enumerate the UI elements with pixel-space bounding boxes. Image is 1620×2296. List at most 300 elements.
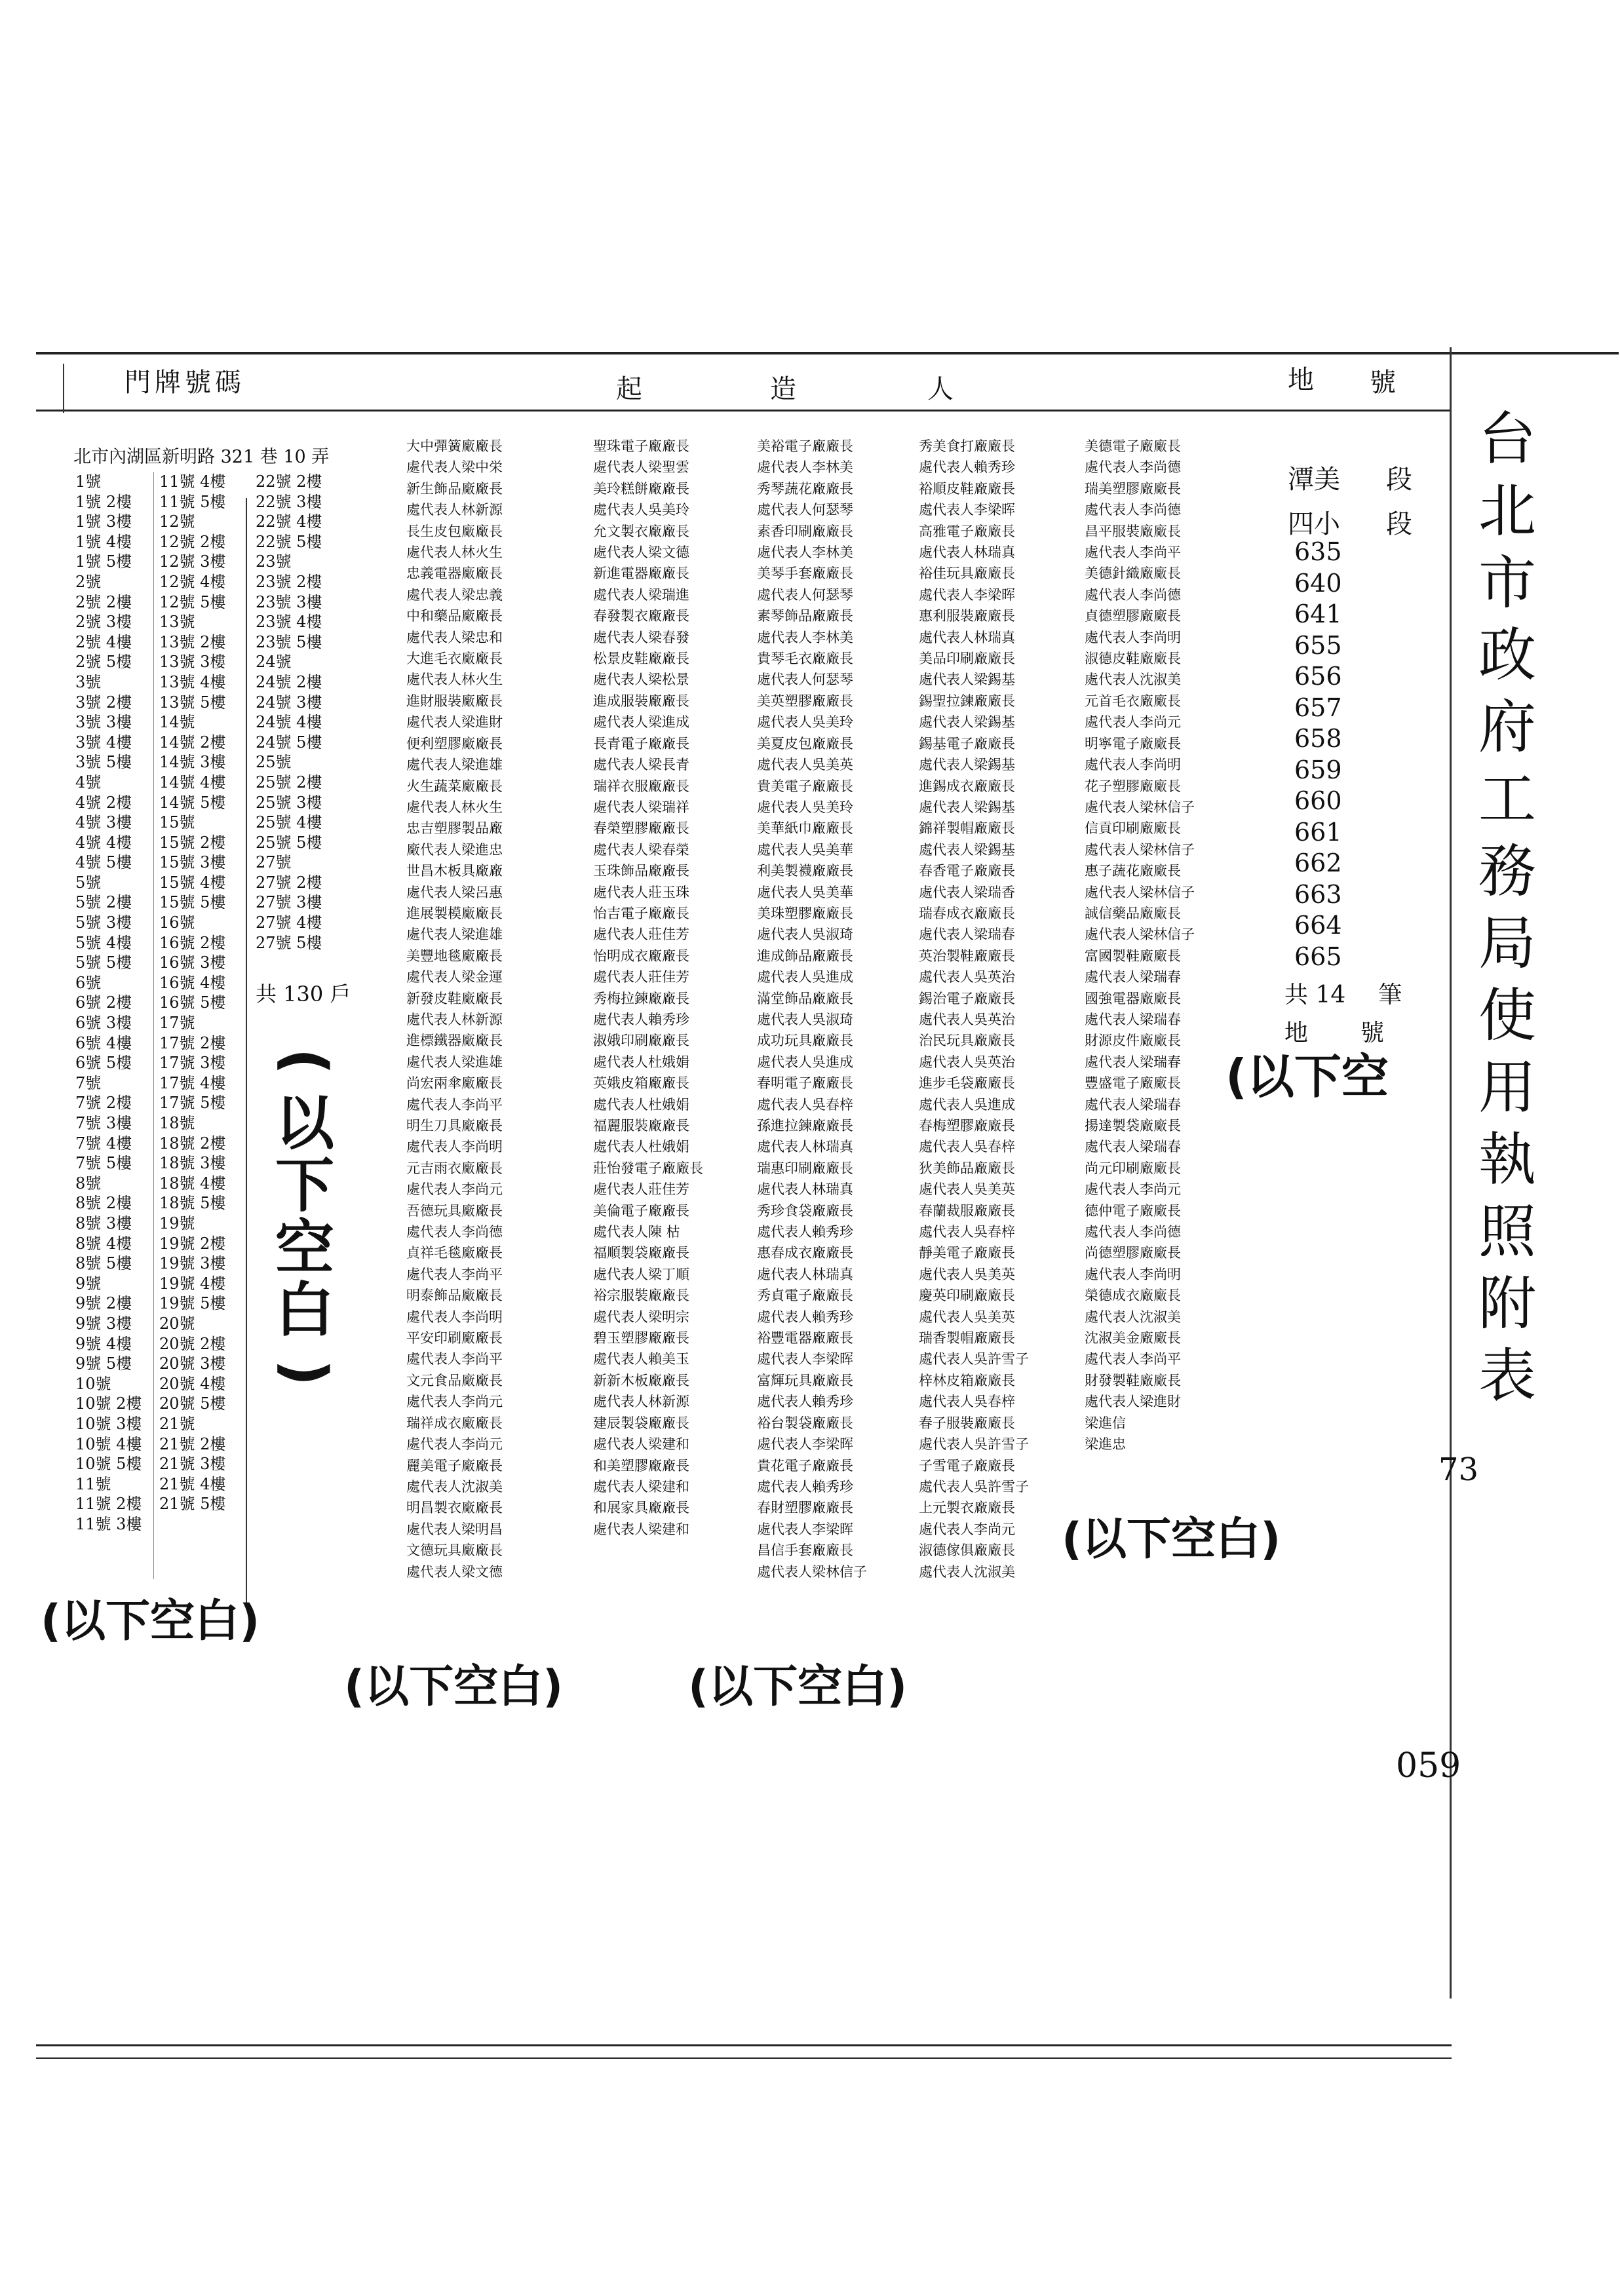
side-title-char: 附 xyxy=(1478,1270,1536,1337)
address-entry: 15號 3樓 xyxy=(159,853,226,872)
address-entry: 18號 xyxy=(159,1114,195,1132)
builder-entry: 處代表人李尚德 xyxy=(1085,459,1181,476)
builder-entry: 明生刀具廠廠長 xyxy=(406,1118,503,1134)
builder-entry: 處代表人梁瑞進 xyxy=(593,586,689,603)
builder-entry: 處代表人李林美 xyxy=(757,545,853,561)
builder-entry: 處代表人梁錫基 xyxy=(919,799,1015,815)
builder-entry: 誠信藥品廠廠長 xyxy=(1085,905,1181,921)
builder-entry: 處代表人梁錫基 xyxy=(919,672,1015,688)
handwritten-vertical-char: 白 xyxy=(275,1276,334,1345)
address-entry: 11號 xyxy=(75,1474,111,1493)
address-entry: 11號 2樓 xyxy=(75,1495,142,1514)
address-entry: 18號 5樓 xyxy=(159,1194,226,1213)
builder-entry: 富輝玩具廠廠長 xyxy=(757,1372,853,1388)
side-title-char: 台 xyxy=(1478,405,1536,472)
builder-entry: 美倫電子廠廠長 xyxy=(593,1202,689,1219)
builder-entry: 處代表人李尚德 xyxy=(1085,586,1181,603)
builder-entry: 世昌木板具廠廠 xyxy=(406,863,503,879)
side-title-char: 局 xyxy=(1478,909,1536,977)
address-entry: 10號 3樓 xyxy=(75,1414,142,1433)
builder-entry: 貞德塑膠廠廠長 xyxy=(1085,608,1181,624)
side-note-number: 73 xyxy=(1438,1451,1479,1488)
builder-entry: 處代表人梁金運 xyxy=(406,969,503,985)
address-entry: 15號 4樓 xyxy=(159,873,226,892)
builder-entry: 莊怡發電子廠廠長 xyxy=(593,1160,703,1176)
builder-entry: 大進毛衣廠廠長 xyxy=(406,651,503,667)
builder-entry: 松景皮鞋廠廠長 xyxy=(593,651,689,667)
address-entry: 24號 3樓 xyxy=(256,693,322,712)
builder-entry: 玉珠飾品廠廠長 xyxy=(593,863,689,879)
address-entry: 22號 5樓 xyxy=(256,532,322,551)
builder-entry: 處代表人吳進成 xyxy=(757,1054,853,1070)
builder-entry: 秀貞電子廠廠長 xyxy=(757,1288,853,1304)
address-entry: 24號 5樓 xyxy=(256,733,322,752)
builder-entry: 處代表人梁錫基 xyxy=(919,841,1015,858)
builder-entry: 處代表人何瑟琴 xyxy=(757,502,853,518)
builder-entry: 處代表人賴秀珍 xyxy=(593,1011,689,1027)
address-entry: 27號 2樓 xyxy=(256,873,322,892)
land-total-unit: 筆 xyxy=(1378,982,1402,1008)
builder-entry: 處代表人吳春梓 xyxy=(919,1139,1015,1155)
builder-entry: 處代表人梁瑞春 xyxy=(1085,1139,1181,1155)
address-entry: 21號 xyxy=(159,1414,195,1433)
address-entry: 12號 3樓 xyxy=(159,552,226,571)
address-entry: 19號 3樓 xyxy=(159,1254,226,1273)
lot-number: 662 xyxy=(1294,849,1342,877)
address-entry: 27號 3樓 xyxy=(256,893,322,912)
builder-entry: 處代表人梁建和 xyxy=(593,1436,689,1453)
handwritten-blank-builder-1: (以下空白) xyxy=(344,1661,564,1713)
address-entry: 6號 xyxy=(75,973,102,992)
builder-entry: 處代表人賴秀珍 xyxy=(757,1224,853,1240)
builder-entry: 處代表人杜娥娟 xyxy=(593,1096,689,1113)
builder-entry: 進步毛袋廠廠長 xyxy=(919,1075,1015,1092)
builder-entry: 處代表人梁瑞春 xyxy=(1085,1096,1181,1113)
builder-entry: 秀珍食袋廠廠長 xyxy=(757,1202,853,1219)
builder-entry: 處代表人莊玉珠 xyxy=(593,884,689,900)
address-entry: 2號 xyxy=(75,572,102,591)
builder-entry: 瑞春成衣廠廠長 xyxy=(919,905,1015,921)
address-entry: 23號 5樓 xyxy=(256,632,322,651)
builder-entry: 惠春成衣廠廠長 xyxy=(757,1245,853,1261)
address-entry: 23號 xyxy=(256,552,292,571)
address-title: 北市內湖區新明路 321 巷 10 弄 xyxy=(73,447,330,467)
builder-entry: 英治製鞋廠廠長 xyxy=(919,947,1015,964)
address-entry: 2號 2樓 xyxy=(75,592,132,611)
builder-entry: 揚達製袋廠廠長 xyxy=(1085,1118,1181,1134)
lot-number: 659 xyxy=(1294,755,1342,784)
address-entry: 4號 3樓 xyxy=(75,813,132,832)
builder-entry: 昌平服裝廠廠長 xyxy=(1085,523,1181,539)
address-entry: 24號 4樓 xyxy=(256,713,322,732)
builder-entry: 瑞惠印刷廠廠長 xyxy=(757,1160,853,1176)
address-entry: 10號 2樓 xyxy=(75,1394,142,1413)
builder-entry: 淑德傢俱廠廠長 xyxy=(919,1542,1015,1559)
builder-entry: 廠代表人梁進忠 xyxy=(406,841,503,858)
address-entry: 13號 xyxy=(159,613,195,632)
builder-entry: 處代表人李梁晖 xyxy=(757,1436,853,1453)
builder-entry: 聖珠電子廠廠長 xyxy=(593,438,689,454)
builder-entry: 德仲電子廠廠長 xyxy=(1085,1202,1181,1219)
builder-entry: 碧玉塑膠廠廠長 xyxy=(593,1330,689,1347)
address-entry: 20號 4樓 xyxy=(159,1374,226,1393)
builder-entry: 裕宗服裝廠廠長 xyxy=(593,1288,689,1304)
builder-entry: 美夏皮包廠廠長 xyxy=(757,735,853,752)
builder-entry: 梁進忠 xyxy=(1085,1436,1126,1453)
builder-entry: 處代表人李林美 xyxy=(757,629,853,645)
address-entry: 25號 xyxy=(256,753,292,772)
builder-entry: 裕台製袋廠廠長 xyxy=(757,1415,853,1431)
address-entry: 4號 xyxy=(75,773,102,792)
builder-entry: 處代表人何瑟琴 xyxy=(757,586,853,603)
builder-entry: 上元製衣廠廠長 xyxy=(919,1500,1015,1516)
address-entry: 5號 5樓 xyxy=(75,953,132,972)
handwritten-blank-land: (以下空 xyxy=(1225,1049,1389,1104)
builder-entry: 處代表人吳春梓 xyxy=(757,1096,853,1113)
builder-entry: 處代表人吳美英 xyxy=(919,1266,1015,1282)
builder-entry: 處代表人林瑞真 xyxy=(919,545,1015,561)
builder-entry: 處代表人李尚平 xyxy=(406,1096,503,1113)
address-entry: 6號 3樓 xyxy=(75,1014,132,1033)
builder-entry: 允文製衣廠廠長 xyxy=(593,523,689,539)
builder-entry: 進展製模廠廠長 xyxy=(406,905,503,921)
builder-entry: 處代表人梁瑞春 xyxy=(919,927,1015,943)
address-entry: 14號 2樓 xyxy=(159,733,226,752)
builder-entry: 貞祥毛毯廠廠長 xyxy=(406,1245,503,1261)
address-entry: 20號 2樓 xyxy=(159,1334,226,1353)
builder-entry: 處代表人吳淑琦 xyxy=(757,927,853,943)
builder-entry: 處代表人林火生 xyxy=(406,545,503,561)
address-entry: 1號 5樓 xyxy=(75,552,132,571)
address-entry: 22號 4樓 xyxy=(256,512,322,531)
address-entry: 20號 5樓 xyxy=(159,1394,226,1413)
builder-entry: 處代表人梁錫基 xyxy=(919,714,1015,731)
builder-entry: 進錫成衣廠廠長 xyxy=(919,778,1015,794)
builder-entry: 處代表人梁瑞春 xyxy=(1085,1011,1181,1027)
builder-entry: 處代表人梁建和 xyxy=(593,1478,689,1495)
builder-entry: 美品印刷廠廠長 xyxy=(919,651,1015,667)
builder-entry: 處代表人吳英治 xyxy=(919,969,1015,985)
builder-entry: 孫進拉鍊廠廠長 xyxy=(757,1118,853,1134)
address-entry: 10號 xyxy=(75,1374,111,1393)
builder-entry: 新生飾品廠廠長 xyxy=(406,480,503,497)
address-entry: 24號 2樓 xyxy=(256,672,322,691)
address-entry: 17號 3樓 xyxy=(159,1054,226,1073)
address-entry: 27號 xyxy=(256,853,292,872)
handwritten-blank-address: (以下空白) xyxy=(41,1596,260,1647)
header-top-line xyxy=(36,352,1619,354)
builder-entry: 處代表人李尚元 xyxy=(1085,714,1181,731)
address-entry: 3號 3樓 xyxy=(75,713,132,732)
builder-entry: 處代表人李尚平 xyxy=(1085,1351,1181,1368)
builder-entry: 處代表人梁進雄 xyxy=(406,1054,503,1070)
address-entry: 13號 2樓 xyxy=(159,632,226,651)
builder-entry: 處代表人李尚明 xyxy=(1085,757,1181,773)
address-entry: 15號 2樓 xyxy=(159,833,226,852)
builder-entry: 處代表人李梁晖 xyxy=(919,586,1015,603)
builder-entry: 便利塑膠廠廠長 xyxy=(406,735,503,752)
builder-entry: 處代表人梁松景 xyxy=(593,672,689,688)
builder-entry: 處代表人梁建和 xyxy=(593,1521,689,1537)
address-entry: 14號 4樓 xyxy=(159,773,226,792)
builder-entry: 沈淑美金廠廠長 xyxy=(1085,1330,1181,1347)
builder-entry: 大中彈簧廠廠長 xyxy=(406,438,503,454)
handwritten-vertical-char: ( xyxy=(271,1048,339,1075)
builder-entry: 處代表人沈淑美 xyxy=(1085,672,1181,688)
builder-entry: 處代表人林新源 xyxy=(406,502,503,518)
handwritten-vertical-char: 空 xyxy=(275,1214,334,1282)
address-entry: 21號 4樓 xyxy=(159,1474,226,1493)
address-entry: 17號 2樓 xyxy=(159,1033,226,1052)
lot-number: 663 xyxy=(1294,879,1342,909)
builder-entry: 處代表人吳美英 xyxy=(919,1309,1015,1325)
builder-entry: 成功玩具廠廠長 xyxy=(757,1033,853,1049)
builder-entry: 處代表人梁文德 xyxy=(593,545,689,561)
address-entry: 13號 4樓 xyxy=(159,672,226,691)
builder-entry: 高雅電子廠廠長 xyxy=(919,523,1015,539)
builder-entry: 利美製襪廠廠長 xyxy=(757,863,853,879)
builder-entry: 處代表人李尚平 xyxy=(406,1351,503,1368)
footer-line-1 xyxy=(36,2044,1452,2046)
address-entry: 5號 2樓 xyxy=(75,893,132,912)
address-entry: 5號 3樓 xyxy=(75,913,132,932)
builder-entry: 處代表人李尚德 xyxy=(406,1224,503,1240)
address-entry: 12號 xyxy=(159,512,195,531)
address-entry: 14號 5樓 xyxy=(159,793,226,812)
builder-entry: 秀琴蔬花廠廠長 xyxy=(757,480,853,497)
builder-entry: 處代表人吳美玲 xyxy=(757,799,853,815)
builder-entry: 處代表人吳美玲 xyxy=(757,714,853,731)
lot-number: 656 xyxy=(1294,662,1342,691)
builder-entry: 忠義電器廠廠長 xyxy=(406,565,503,582)
lot-number: 665 xyxy=(1294,942,1342,971)
builder-entry: 處代表人李尚明 xyxy=(406,1139,503,1155)
side-title-char: 市 xyxy=(1478,549,1536,617)
builder-entry: 處代表人梁春發 xyxy=(593,629,689,645)
builder-entry: 春榮塑膠廠廠長 xyxy=(593,820,689,837)
builder-entry: 素琴飾品廠廠長 xyxy=(757,608,853,624)
builder-entry: 處代表人李尚元 xyxy=(919,1521,1015,1537)
address-entry: 7號 2樓 xyxy=(75,1094,132,1113)
address-entry: 10號 4樓 xyxy=(75,1434,142,1453)
land-section-name: 潭美 xyxy=(1288,465,1340,495)
lot-number: 660 xyxy=(1294,786,1342,815)
builder-entry: 處代表人吳進成 xyxy=(919,1096,1015,1113)
builder-entry: 處代表人吳春梓 xyxy=(919,1224,1015,1240)
builder-entry: 處代表人吳許雪子 xyxy=(919,1478,1029,1495)
builder-entry: 錫聖拉鍊廠廠長 xyxy=(919,693,1015,709)
builder-entry: 裕佳玩具廠廠長 xyxy=(919,565,1015,582)
builder-entry: 處代表人莊佳芳 xyxy=(593,927,689,943)
address-entry: 17號 4樓 xyxy=(159,1073,226,1092)
builder-entry: 錫基電子廠廠長 xyxy=(919,735,1015,752)
land-section-2 xyxy=(1288,503,1412,541)
builder-entry: 處代表人李尚平 xyxy=(406,1266,503,1282)
land-total-count: 共 14 xyxy=(1284,982,1346,1008)
builder-entry: 處代表人李尚明 xyxy=(1085,1266,1181,1282)
side-title-char: 照 xyxy=(1478,1198,1536,1265)
builder-entry: 長青電子廠廠長 xyxy=(593,735,689,752)
address-entry: 17號 5樓 xyxy=(159,1094,226,1113)
address-entry: 9號 xyxy=(75,1274,102,1293)
builder-entry: 處代表人梁明宗 xyxy=(593,1309,689,1325)
builder-column-2 xyxy=(593,436,757,1540)
address-entry: 23號 2樓 xyxy=(256,572,322,591)
builder-entry: 狄美飾品廠廠長 xyxy=(919,1160,1015,1176)
builder-entry: 處代表人李尚德 xyxy=(1085,1224,1181,1240)
address-entry: 10號 5樓 xyxy=(75,1455,142,1474)
address-entry: 15號 5樓 xyxy=(159,893,226,912)
address-entry: 11號 4樓 xyxy=(159,472,226,491)
builder-entry: 怡吉電子廠廠長 xyxy=(593,905,689,921)
lot-number: 655 xyxy=(1294,630,1342,660)
builder-entry: 惠利服裝廠廠長 xyxy=(919,608,1015,624)
builder-entry: 建辰製袋廠廠長 xyxy=(593,1415,689,1431)
builder-entry: 處代表人吳英治 xyxy=(919,1054,1015,1070)
builder-entry: 春明電子廠廠長 xyxy=(757,1075,853,1092)
builder-entry: 國強電器廠廠長 xyxy=(1085,990,1181,1006)
builder-entry: 處代表人梁進財 xyxy=(406,714,503,731)
lot-number: 641 xyxy=(1294,600,1342,628)
builder-entry: 尚德塑膠廠廠長 xyxy=(1085,1245,1181,1261)
builder-entry: 裕順皮鞋廠廠長 xyxy=(919,480,1015,497)
builder-entry: 慶英印刷廠廠長 xyxy=(919,1288,1015,1304)
handwritten-vertical-char: ) xyxy=(271,1359,339,1387)
page-number: 059 xyxy=(1396,1746,1461,1786)
address-entry: 8號 xyxy=(75,1174,102,1193)
address-entry: 20號 xyxy=(159,1314,195,1333)
address-entry: 9號 2樓 xyxy=(75,1294,132,1313)
address-entry: 17號 xyxy=(159,1014,195,1033)
builder-header-2: 造 xyxy=(770,374,800,404)
land-subsection-suffix: 段 xyxy=(1386,509,1412,539)
address-entry: 5號 xyxy=(75,873,102,892)
builder-entry: 處代表人賴美玉 xyxy=(593,1351,689,1368)
builder-entry: 錦祥製帽廠廠長 xyxy=(919,820,1015,837)
builder-entry: 淑娥印刷廠廠長 xyxy=(593,1033,689,1049)
address-entry: 25號 4樓 xyxy=(256,813,322,832)
address-entry: 8號 3樓 xyxy=(75,1214,132,1233)
builder-entry: 長生皮包廠廠長 xyxy=(406,523,503,539)
builder-entry: 新發皮鞋廠廠長 xyxy=(406,990,503,1006)
builder-entry: 福順製袋廠廠長 xyxy=(593,1245,689,1261)
address-entry: 25號 3樓 xyxy=(256,793,322,812)
builder-entry: 處代表人李尚明 xyxy=(406,1309,503,1325)
address-entry: 19號 xyxy=(159,1214,195,1233)
builder-entry: 處代表人李尚平 xyxy=(1085,545,1181,561)
address-entry: 21號 3樓 xyxy=(159,1455,226,1474)
builder-entry: 福麗服裝廠廠長 xyxy=(593,1118,689,1134)
builder-entry: 信貢印刷廠廠長 xyxy=(1085,820,1181,837)
address-entry: 18號 4樓 xyxy=(159,1174,226,1193)
builder-entry: 文德玩具廠廠長 xyxy=(406,1542,503,1559)
builder-entry: 昌信手套廠廠長 xyxy=(757,1542,853,1559)
builder-entry: 元首毛衣廠廠長 xyxy=(1085,693,1181,709)
builder-entry: 處代表人梁林信子 xyxy=(1085,841,1195,858)
address-entry: 19號 2樓 xyxy=(159,1234,226,1253)
builder-entry: 春發製衣廠廠長 xyxy=(593,608,689,624)
address-entry: 2號 5樓 xyxy=(75,653,132,672)
builder-entry: 處代表人梁長青 xyxy=(593,757,689,773)
builder-entry: 榮德成衣廠廠長 xyxy=(1085,1288,1181,1304)
address-entry: 16號 2樓 xyxy=(159,933,226,952)
builder-entry: 麗美電子廠廠長 xyxy=(406,1457,503,1474)
builder-entry: 文元食品廠廠長 xyxy=(406,1372,503,1388)
builder-entry: 明寧電子廠廠長 xyxy=(1085,735,1181,752)
builder-entry: 春財塑膠廠廠長 xyxy=(757,1500,853,1516)
builder-entry: 貴琴毛衣廠廠長 xyxy=(757,651,853,667)
builder-entry: 元吉雨衣廠廠長 xyxy=(406,1160,503,1176)
builder-entry: 處代表人沈淑美 xyxy=(406,1478,503,1495)
builder-entry: 處代表人梁文德 xyxy=(406,1563,503,1580)
builder-entry: 貴花電子廠廠長 xyxy=(757,1457,853,1474)
address-entry: 22號 2樓 xyxy=(256,472,322,491)
lot-number: 657 xyxy=(1294,693,1342,722)
address-entry: 13號 5樓 xyxy=(159,693,226,712)
address-entry: 3號 5樓 xyxy=(75,753,132,772)
builder-entry: 火生蔬菜廠廠長 xyxy=(406,778,503,794)
address-column-2 xyxy=(159,472,225,1514)
builder-entry: 處代表人林新源 xyxy=(593,1394,689,1410)
land-total-label-2: 號 xyxy=(1360,1020,1385,1046)
builder-entry: 滿堂飾品廠廠長 xyxy=(757,990,853,1006)
builder-entry: 惠子蔬花廠廠長 xyxy=(1085,863,1181,879)
builder-entry: 處代表人梁林信子 xyxy=(1085,927,1195,943)
builder-entry: 處代表人林瑞真 xyxy=(757,1266,853,1282)
builder-entry: 處代表人梁進成 xyxy=(593,714,689,731)
builder-header-1: 起 xyxy=(616,374,646,404)
builder-entry: 處代表人林瑞真 xyxy=(757,1139,853,1155)
builder-entry: 處代表人梁林信子 xyxy=(1085,799,1195,815)
builder-entry: 處代表人梁忠義 xyxy=(406,586,503,603)
builder-entry: 處代表人何瑟琴 xyxy=(757,672,853,688)
builder-entry: 處代表人梁進雄 xyxy=(406,757,503,773)
address-entry: 23號 3樓 xyxy=(256,592,322,611)
builder-entry: 美英塑膠廠廠長 xyxy=(757,693,853,709)
builder-entry: 處代表人吳淑琦 xyxy=(757,1011,853,1027)
address-entry: 16號 3樓 xyxy=(159,953,226,972)
address-entry: 25號 5樓 xyxy=(256,833,322,852)
builder-entry: 子雪電子廠廠長 xyxy=(919,1457,1015,1474)
header-bottom-line xyxy=(36,410,1452,411)
builder-entry: 處代表人梁錫基 xyxy=(919,757,1015,773)
address-entry: 11號 3樓 xyxy=(75,1514,142,1533)
builder-entry: 忠吉塑膠製品廠 xyxy=(406,820,503,837)
builder-entry: 處代表人杜娥娟 xyxy=(593,1054,689,1070)
address-entry: 18號 2樓 xyxy=(159,1134,226,1153)
handwritten-vertical-char: 以 xyxy=(275,1089,334,1158)
builder-entry: 吾德玩具廠廠長 xyxy=(406,1202,503,1219)
builder-column-3 xyxy=(757,436,921,1582)
builder-entry: 進標鐵器廠廠長 xyxy=(406,1033,503,1049)
address-entry: 20號 3樓 xyxy=(159,1354,226,1373)
builder-entry: 處代表人賴秀珍 xyxy=(757,1394,853,1410)
builder-entry: 素香印刷廠廠長 xyxy=(757,523,853,539)
builder-entry: 處代表人李尚德 xyxy=(1085,502,1181,518)
lot-number: 640 xyxy=(1294,568,1342,598)
address-entry: 15號 xyxy=(159,813,195,832)
address-entry: 7號 3樓 xyxy=(75,1114,132,1132)
builder-entry: 秀美食打廠廠長 xyxy=(919,438,1015,454)
address-entry: 7號 xyxy=(75,1073,102,1092)
builder-entry: 處代表人梁中栄 xyxy=(406,459,503,476)
builder-entry: 處代表人李尚元 xyxy=(406,1436,503,1453)
lot-header-1: 地 xyxy=(1288,365,1318,395)
builder-entry: 美華紙巾廠廠長 xyxy=(757,820,853,837)
builder-entry: 秀梅拉鍊廠廠長 xyxy=(593,990,689,1006)
address-entry: 14號 xyxy=(159,713,195,732)
builder-entry: 春蘭裁服廠廠長 xyxy=(919,1202,1015,1219)
